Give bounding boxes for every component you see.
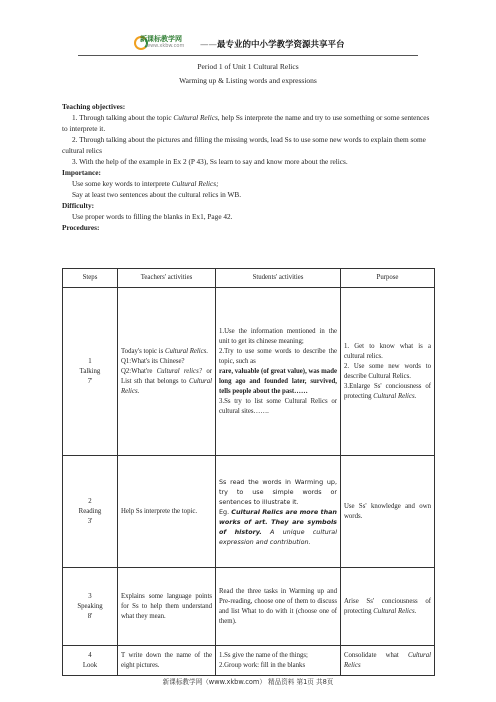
importance-heading: Importance:: [62, 168, 101, 177]
difficulty-item-1: Use proper words to filling the blanks in Ex1, Page 42.: [72, 212, 233, 221]
objective-item-2: 2. Through talking about the pictures and filling the missing words, lead Ss to use some new words to explain them some cultural relics: [62, 135, 426, 155]
site-header: [138, 34, 378, 56]
purpose-cell: Arise Ss' conciousness of protecting Cultural Relics.: [341, 568, 435, 646]
importance-item-1: Use some key words to interprete Cultural Relics;: [72, 179, 219, 188]
students-cell: 1.Ss give the name of the things; 2.Group work: fill in the blanks: [216, 646, 341, 676]
col-header-purpose: Purpose: [341, 269, 435, 288]
teacher-cell: T write down the name of the eight pictures.: [118, 646, 216, 676]
teacher-cell: Today's topic is Cultural Relics. Q1:What's its Chinese? Q2:What're Cultural relics? or List sth that belongs to Cultural Relics.: [118, 288, 216, 456]
step-cell: 3 Speaking 8': [63, 568, 118, 646]
logo-url: www.xkbw.com: [146, 43, 185, 49]
students-cell: Ss read the words in Warming up, try to use simple words or sentences to illustrate it. Eg. Cultural Relics are more than works of art. They are symbols of history. A unique cultural expression and contribution.: [216, 456, 341, 568]
header-divider: [78, 55, 418, 56]
table-row: [63, 456, 435, 568]
objectives-heading: Teaching objectives:: [62, 102, 126, 111]
importance-item-2: Say at least two sentences about the cultural relics in WB.: [72, 190, 242, 199]
teacher-cell: Help Ss interprete the topic.: [118, 456, 216, 568]
col-header-students: Students' activities: [216, 269, 341, 288]
students-cell: 1.Use the information mentioned in the unit to get its chinese meaning; 2.Try to use some words to describe the topic, such as rare, valuable (of great value), was made long ago and founded later, survived, tells people about the past…… 3.Ss try to list some Cultural Relics or cultural sites…….: [216, 288, 341, 456]
site-tagline: ——最专业的中小学教学资源共享平台: [200, 40, 345, 50]
page-title: Period 1 of Unit 1 Cultural Relics: [197, 62, 299, 71]
table-row: [63, 288, 435, 456]
teacher-cell: Explains some language points for Ss to help them understand what they mean.: [118, 568, 216, 646]
procedures-heading: Procedures:: [62, 223, 100, 232]
table-row: [63, 646, 435, 676]
page-footer: 新课标教学网（www.xkbw.com） 精品资料 第1页 共8页: [162, 678, 334, 686]
col-header-steps: Steps: [63, 269, 118, 288]
step-cell: 2 Reading 3': [63, 456, 118, 568]
col-header-teachers: Teachers' activities: [118, 269, 216, 288]
objective-item-1: 1. Through talking about the topic Cultural Relics, help Ss interprete the name and try to use something or some sentences to interprete it.: [62, 113, 430, 133]
objective-item-3: 3. With the help of the example in Ex 2 (P 43), Ss learn to say and know more about the relics.: [72, 157, 348, 166]
site-logo[interactable]: [138, 34, 200, 52]
table-header-row: [63, 269, 435, 288]
purpose-cell: 1. Get to know what is a cultural relics. 2. Use some new words to describe Cultural Relics. 3.Enlarge Ss' conciousness of protecting Cultural Relics.: [341, 288, 435, 456]
step-cell: 1 Talking 7': [63, 288, 118, 456]
page-subtitle: Warming up & Listing words and expressions: [179, 76, 317, 85]
step-cell: 4 Look: [63, 646, 118, 676]
purpose-cell: Use Ss' knowledge and own words.: [341, 456, 435, 568]
procedures-table: [62, 268, 435, 676]
table-row: [63, 568, 435, 646]
logo-text: 新课标教学网: [140, 35, 182, 43]
difficulty-heading: Difficulty:: [62, 201, 95, 210]
students-cell: Read the three tasks in Warming up and Pre-reading, choose one of them to discuss and list What to do with it (choose one of them).: [216, 568, 341, 646]
objectives-section: [62, 101, 434, 233]
purpose-cell: Consolidate what Cultural Relics: [341, 646, 435, 676]
